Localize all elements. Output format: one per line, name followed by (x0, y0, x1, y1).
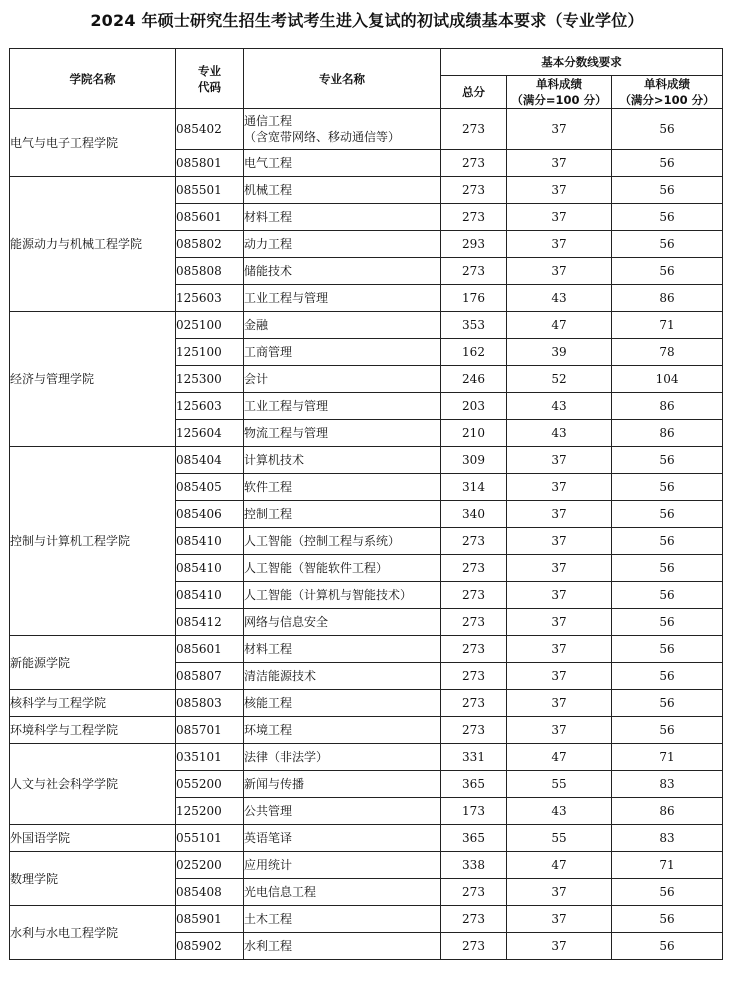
single-score-over-100: 56 (612, 555, 723, 582)
major-code: 085601 (176, 636, 244, 663)
single-score-100: 43 (507, 420, 612, 447)
major-name: 应用统计 (244, 852, 441, 879)
single-score-over-100: 56 (612, 231, 723, 258)
major-name: 材料工程 (244, 204, 441, 231)
single-score-over-100: 86 (612, 393, 723, 420)
major-code: 085902 (176, 933, 244, 960)
major-code: 085803 (176, 690, 244, 717)
major-code: 055101 (176, 825, 244, 852)
major-code: 085402 (176, 109, 244, 150)
school-name: 核科学与工程学院 (10, 690, 176, 717)
major-name: 金融 (244, 312, 441, 339)
table-row (10, 177, 723, 204)
single-score-100: 37 (507, 177, 612, 204)
single-score-over-100: 56 (612, 204, 723, 231)
major-code: 085408 (176, 879, 244, 906)
single-score-100: 37 (507, 717, 612, 744)
header-code-line1: 专业 (198, 63, 221, 78)
single-score-over-100: 56 (612, 177, 723, 204)
major-name: 工业工程与管理 (244, 285, 441, 312)
single-score-over-100: 86 (612, 420, 723, 447)
total-score: 273 (441, 177, 507, 204)
single-score-over-100: 104 (612, 366, 723, 393)
single-score-100: 47 (507, 744, 612, 771)
single-score-100: 37 (507, 501, 612, 528)
single-score-over-100: 86 (612, 798, 723, 825)
total-score: 273 (441, 109, 507, 150)
single-score-100: 37 (507, 109, 612, 150)
major-name-line1: 通信工程 (244, 114, 293, 128)
major-name: 软件工程 (244, 474, 441, 501)
major-name: 公共管理 (244, 798, 441, 825)
single-score-100: 37 (507, 474, 612, 501)
school-name: 环境科学与工程学院 (10, 717, 176, 744)
header-single-over-line1: 单科成绩 (644, 77, 691, 91)
major-code: 085410 (176, 582, 244, 609)
single-score-over-100: 56 (612, 582, 723, 609)
total-score: 162 (441, 339, 507, 366)
major-code: 085801 (176, 150, 244, 177)
major-code: 125604 (176, 420, 244, 447)
major-code: 125100 (176, 339, 244, 366)
table-row (10, 109, 723, 150)
total-score: 340 (441, 501, 507, 528)
major-name (244, 109, 441, 150)
major-name: 工商管理 (244, 339, 441, 366)
major-name: 电气工程 (244, 150, 441, 177)
major-code: 085405 (176, 474, 244, 501)
table-row (10, 852, 723, 879)
major-code: 055200 (176, 771, 244, 798)
single-score-over-100: 71 (612, 852, 723, 879)
school-name: 控制与计算机工程学院 (10, 447, 176, 636)
table-row (10, 447, 723, 474)
single-score-over-100: 56 (612, 690, 723, 717)
major-name: 会计 (244, 366, 441, 393)
school-name: 水利与水电工程学院 (10, 906, 176, 960)
major-name: 法律（非法学） (244, 744, 441, 771)
single-score-over-100: 56 (612, 933, 723, 960)
table-row (10, 906, 723, 933)
single-score-over-100: 56 (612, 879, 723, 906)
page-title: 2024 年硕士研究生招生考试考生进入复试的初试成绩基本要求（专业学位） (90, 11, 644, 30)
single-score-over-100: 56 (612, 609, 723, 636)
major-name: 水利工程 (244, 933, 441, 960)
single-score-100: 37 (507, 528, 612, 555)
major-code: 025200 (176, 852, 244, 879)
single-score-over-100: 56 (612, 474, 723, 501)
single-score-over-100: 56 (612, 501, 723, 528)
single-score-100: 43 (507, 285, 612, 312)
total-score: 365 (441, 771, 507, 798)
total-score: 246 (441, 366, 507, 393)
header-total: 总分 (441, 76, 507, 109)
major-name: 网络与信息安全 (244, 609, 441, 636)
major-code: 085802 (176, 231, 244, 258)
single-score-over-100: 56 (612, 528, 723, 555)
school-name: 外国语学院 (10, 825, 176, 852)
major-code: 025100 (176, 312, 244, 339)
major-name: 环境工程 (244, 717, 441, 744)
total-score: 273 (441, 582, 507, 609)
single-score-100: 37 (507, 150, 612, 177)
major-code: 085901 (176, 906, 244, 933)
header-major: 专业名称 (244, 49, 441, 109)
table-header (10, 49, 723, 109)
score-table (9, 48, 723, 960)
major-code: 085410 (176, 555, 244, 582)
single-score-over-100: 83 (612, 825, 723, 852)
single-score-100: 55 (507, 771, 612, 798)
major-name: 光电信息工程 (244, 879, 441, 906)
single-score-over-100: 56 (612, 636, 723, 663)
major-name: 材料工程 (244, 636, 441, 663)
major-code: 125603 (176, 285, 244, 312)
total-score: 273 (441, 879, 507, 906)
single-score-over-100: 56 (612, 906, 723, 933)
major-name: 土木工程 (244, 906, 441, 933)
major-code: 085601 (176, 204, 244, 231)
single-score-100: 37 (507, 636, 612, 663)
single-score-over-100: 56 (612, 717, 723, 744)
total-score: 273 (441, 717, 507, 744)
major-name: 清洁能源技术 (244, 663, 441, 690)
single-score-over-100: 56 (612, 258, 723, 285)
single-score-100: 43 (507, 798, 612, 825)
major-name: 控制工程 (244, 501, 441, 528)
header-single-over (612, 76, 723, 109)
major-name: 人工智能（计算机与智能技术） (244, 582, 441, 609)
header-basic: 基本分数线要求 (441, 49, 723, 76)
major-code: 125300 (176, 366, 244, 393)
single-score-100: 43 (507, 393, 612, 420)
total-score: 273 (441, 636, 507, 663)
table-row (10, 312, 723, 339)
total-score: 273 (441, 150, 507, 177)
single-score-over-100: 86 (612, 285, 723, 312)
major-name: 新闻与传播 (244, 771, 441, 798)
single-score-100: 37 (507, 933, 612, 960)
header-single-100 (507, 76, 612, 109)
single-score-over-100: 56 (612, 109, 723, 150)
major-name: 物流工程与管理 (244, 420, 441, 447)
major-code: 085807 (176, 663, 244, 690)
major-name-line2: （含宽带网络、移动通信等） (244, 130, 401, 144)
single-score-100: 37 (507, 609, 612, 636)
total-score: 273 (441, 933, 507, 960)
total-score: 273 (441, 690, 507, 717)
single-score-100: 37 (507, 906, 612, 933)
major-code: 085501 (176, 177, 244, 204)
header-code-line2: 代码 (198, 79, 221, 94)
single-score-100: 37 (507, 447, 612, 474)
total-score: 176 (441, 285, 507, 312)
major-name: 核能工程 (244, 690, 441, 717)
single-score-100: 37 (507, 555, 612, 582)
total-score: 293 (441, 231, 507, 258)
major-code: 125603 (176, 393, 244, 420)
school-name: 电气与电子工程学院 (10, 109, 176, 177)
single-score-over-100: 56 (612, 447, 723, 474)
school-name: 经济与管理学院 (10, 312, 176, 447)
major-name: 人工智能（智能软件工程） (244, 555, 441, 582)
major-name: 工业工程与管理 (244, 393, 441, 420)
total-score: 273 (441, 906, 507, 933)
major-code: 125200 (176, 798, 244, 825)
single-score-100: 47 (507, 312, 612, 339)
total-score: 338 (441, 852, 507, 879)
major-code: 085808 (176, 258, 244, 285)
school-name: 能源动力与机械工程学院 (10, 177, 176, 312)
total-score: 309 (441, 447, 507, 474)
school-name: 数理学院 (10, 852, 176, 906)
major-code: 085404 (176, 447, 244, 474)
total-score: 331 (441, 744, 507, 771)
single-score-over-100: 56 (612, 150, 723, 177)
total-score: 353 (441, 312, 507, 339)
single-score-over-100: 56 (612, 663, 723, 690)
major-code: 085412 (176, 609, 244, 636)
header-code (176, 49, 244, 109)
total-score: 273 (441, 204, 507, 231)
header-single-over-line2: （满分>100 分） (619, 93, 715, 107)
major-code: 085701 (176, 717, 244, 744)
table-row (10, 744, 723, 771)
single-score-over-100: 78 (612, 339, 723, 366)
table-row (10, 717, 723, 744)
total-score: 314 (441, 474, 507, 501)
major-name: 储能技术 (244, 258, 441, 285)
table-row (10, 825, 723, 852)
table-row (10, 690, 723, 717)
total-score: 365 (441, 825, 507, 852)
single-score-100: 52 (507, 366, 612, 393)
total-score: 273 (441, 528, 507, 555)
header-single-100-line2: （满分=100 分） (511, 93, 607, 107)
major-name: 计算机技术 (244, 447, 441, 474)
school-name: 新能源学院 (10, 636, 176, 690)
school-name: 人文与社会科学学院 (10, 744, 176, 825)
single-score-100: 37 (507, 258, 612, 285)
single-score-100: 37 (507, 582, 612, 609)
total-score: 273 (441, 609, 507, 636)
single-score-100: 39 (507, 339, 612, 366)
total-score: 273 (441, 258, 507, 285)
total-score: 203 (441, 393, 507, 420)
major-code: 085406 (176, 501, 244, 528)
major-name: 人工智能（控制工程与系统） (244, 528, 441, 555)
header-single-100-line1: 单科成绩 (536, 77, 582, 91)
major-code: 085410 (176, 528, 244, 555)
single-score-100: 37 (507, 690, 612, 717)
single-score-100: 37 (507, 879, 612, 906)
total-score: 210 (441, 420, 507, 447)
single-score-100: 47 (507, 852, 612, 879)
major-name: 英语笔译 (244, 825, 441, 852)
major-code: 035101 (176, 744, 244, 771)
single-score-100: 37 (507, 231, 612, 258)
total-score: 273 (441, 555, 507, 582)
table-row (10, 636, 723, 663)
total-score: 173 (441, 798, 507, 825)
single-score-100: 55 (507, 825, 612, 852)
table-body (10, 109, 723, 960)
single-score-over-100: 83 (612, 771, 723, 798)
single-score-100: 37 (507, 204, 612, 231)
single-score-100: 37 (507, 663, 612, 690)
major-name: 动力工程 (244, 231, 441, 258)
header-school: 学院名称 (10, 49, 176, 109)
major-name: 机械工程 (244, 177, 441, 204)
single-score-over-100: 71 (612, 312, 723, 339)
total-score: 273 (441, 663, 507, 690)
single-score-over-100: 71 (612, 744, 723, 771)
